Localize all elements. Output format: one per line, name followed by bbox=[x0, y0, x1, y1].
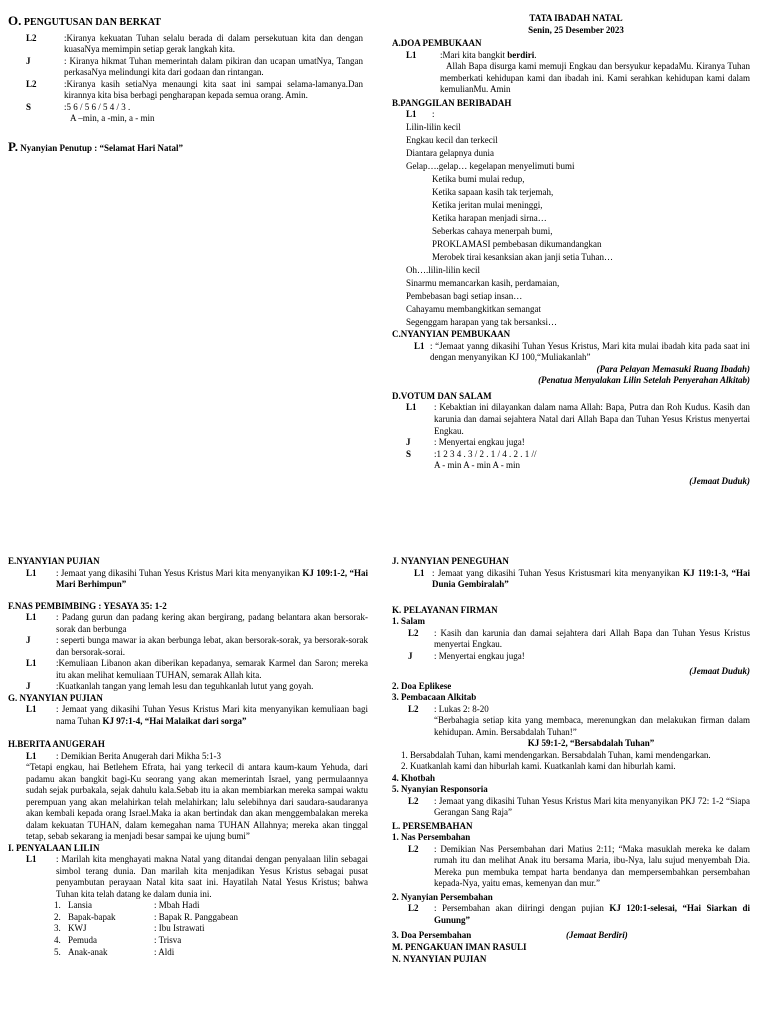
section-i-item-b: : Bapak R. Panggabean bbox=[154, 911, 238, 922]
section-f-line-label: L1 bbox=[26, 658, 37, 669]
section-c-line: L1 : “Jemaat yanng dikasihi Tuhan Yesus Kristus, Mari kita mulai ibadah kita pada saat ini dengan menyanyikan KJ 100,“Muliakanlah” bbox=[414, 340, 750, 363]
section-b-line-2: Cahayamu membangkitkan semangat bbox=[406, 304, 541, 315]
section-b-indent-line: Ketika sapaan kasih tak terjemah, bbox=[432, 186, 554, 197]
section-k-bacaan-line: L2 : Lukas 2: 8-20 bbox=[408, 703, 489, 714]
section-k-nyanyian: 5. Nyanyian Responsoria bbox=[392, 784, 488, 795]
section-h-line: L1 : Demikian Berita Anugerah dari Mikha 5:1-3 bbox=[26, 750, 221, 761]
section-a-text: :Mari kita bangkit berdiri. Allah Bapa disurga kami memuji Engkau dan bersyukur kepadaMu. Kiranya Tuhan memberkati kehidupan kami dan ibadah ini. Kami serahkan kehidupan kami dalam kemulianMu. Amin bbox=[440, 49, 750, 95]
section-o-line-row bbox=[26, 102, 363, 114]
section-d-line-row bbox=[406, 402, 750, 437]
section-d-line-row bbox=[406, 449, 750, 461]
section-b-line-2: Oh….lilin-lilin kecil bbox=[406, 265, 480, 276]
section-o-line-label: L2 bbox=[26, 78, 37, 89]
section-e-line: L1 : Jemaat yang dikasihi Tuhan Yesus Kristus Mari kita menyanyikan KJ 109:1-2, “Hai Mari Berhimpun” bbox=[26, 567, 368, 590]
section-f-line-row bbox=[26, 612, 368, 635]
section-k-response-item: 2. Kuatkanlah kami dan hiburlah kami. Kuatkanlah kami dan hiburlah kami. bbox=[410, 761, 750, 773]
right-top-column bbox=[392, 13, 750, 487]
section-h-body: “Tetapi engkau, hai Betlehem Efrata, hai yang terkecil di antara kaum-kaum Yehuda, dari padamu akan bangkit bagi-Ku seorang yang akan memerintah Israel, yang permulaannya sudah sejak purbakala, sejak dahulu kala.Sebab itu ia akan membiarkan mereka sampai waktu perempuan yang akan melahirkan telah melahirkan; lalu selebihnya dari saudara-saudaranya akan kembali kepada orang Israel.Maka ia akan bertindak dan akan menggembalakan mereka dalam kekuatan TUHAN, dalam kemegahan nama TUHAN Allahnya; mereka akan tinggal tetap, sebab sekarang ia menjadi besar sampai ke ujung bumi” bbox=[26, 762, 368, 842]
section-k-salam: 1. Salam bbox=[392, 616, 426, 627]
section-o-line-label: J bbox=[26, 55, 31, 66]
section-i-items bbox=[8, 900, 368, 958]
section-i-item-n: 3. bbox=[54, 923, 61, 934]
section-o-line-text: :Kiranya kasih setiaNya menaungi kita saat ini sampai selama-lamanya.Dan kirannya kita bisa berbagi pengharapan kepada semua orang. Amin. bbox=[64, 78, 363, 101]
section-b-line: Diantara gelapnya dunia bbox=[406, 147, 494, 158]
section-k-salam-lines bbox=[392, 628, 750, 663]
section-b-lines-2 bbox=[392, 264, 750, 329]
section-c-note-1: (Para Pelayan Memasuki Ruang Ibadah) bbox=[596, 363, 750, 374]
section-b-lines bbox=[392, 121, 750, 173]
section-g-heading: G. NYANYIAN PUJIAN bbox=[8, 692, 103, 703]
section-i-item-a: Lansia bbox=[68, 900, 92, 911]
section-d-line-label: L1 bbox=[406, 402, 417, 413]
section-b-line-2: Pembebasan bagi setiap insan… bbox=[406, 291, 523, 302]
left-bottom-column bbox=[8, 556, 368, 958]
section-i-item-n: 5. bbox=[54, 946, 61, 957]
section-o-heading: O. PENGUTUSAN DAN BERKAT bbox=[8, 13, 161, 28]
section-c-note-2: (Penatua Menyalakan Lilin Setelah Penyerahan Alkitab) bbox=[538, 375, 750, 386]
section-g-line: L1 : Jemaat yang dikasihi Tuhan Yesus Kristus Mari kita menyanyikan kemuliaan bagi nama Tuhan KJ 97:1-4, “Hai Malaikat dari sorga” bbox=[26, 704, 368, 726]
section-i-item-n: 4. bbox=[54, 934, 61, 945]
section-c-heading: C.NYANYIAN PEMBUKAAN bbox=[392, 329, 511, 340]
section-j-line: L1 : Jemaat yang dikasihi Tuhan Yesus Kristusmari kita menyanyikan KJ 119:1-3, “Hai Dunia Gembiralah” bbox=[414, 567, 751, 590]
section-d-heading: D.VOTUM DAN SALAM bbox=[392, 390, 492, 401]
section-i-item bbox=[54, 900, 368, 912]
section-o-line-row bbox=[26, 33, 363, 56]
section-i-item bbox=[54, 912, 368, 924]
section-e-heading: E.NYANYIAN PUJIAN bbox=[8, 556, 100, 566]
section-o-lines bbox=[8, 33, 363, 114]
section-o-line-text: : Kiranya hikmat Tuhan memerintah dalam pikiran dan ucapan umatNya, Tangan perkasaNya melindungi kita dari godaan dan rintangan. bbox=[64, 55, 363, 78]
section-b-indent-line: Merobek tirai kesanksian akan janji setia Tuhan… bbox=[432, 252, 613, 263]
section-d-line-label: J bbox=[406, 437, 411, 448]
section-i-item-n: 2. bbox=[54, 911, 61, 922]
section-i-item-a: Anak-anak bbox=[68, 946, 108, 957]
section-d-line-row bbox=[406, 437, 750, 449]
section-i-item-a: Bapak-bapak bbox=[68, 911, 116, 922]
section-b-indent-lines bbox=[392, 173, 750, 264]
section-m-heading: M. PENGAKUAN IMAN RASULI bbox=[392, 941, 527, 952]
section-k-responses bbox=[392, 750, 750, 773]
section-i-item-a: KWJ bbox=[68, 923, 87, 934]
section-o-line-label: L2 bbox=[26, 32, 37, 43]
section-o-line-label: S bbox=[26, 101, 32, 112]
section-i-item-n: 1. bbox=[54, 900, 61, 911]
section-i-line: L1 : Marilah kita menghayati makna Natal yang ditandai dengan penyalaan lilin sebagai simbol terang dunia. Dan marilah kita menjadikan Yesus Kristus sebagai pusat penyambutan perayaan Natal kita saat ini. Hayatilah Natal Yesus Kristus; bahwa Tuhan kita telah datang ke dalam dunia ini. bbox=[26, 854, 368, 899]
section-k-bacaan-body: “Berbahagia setiap kita yang membaca, merenungkan dan melakukan firman dalam kehidupan. Amin. Bersabdalah Tuhan!” bbox=[434, 715, 750, 737]
section-d-note: (Jemaat Duduk) bbox=[689, 475, 750, 486]
section-b-indent-line: Seberkas cahaya menerpah bumi, bbox=[432, 226, 553, 237]
section-b-indent-line: Ketika bumi mulai redup, bbox=[432, 173, 525, 184]
section-l-nas: 1. Nas Persembahan bbox=[392, 832, 471, 843]
section-l-doa-row bbox=[392, 930, 750, 942]
section-d-amin: A - min A - min A - min bbox=[434, 460, 521, 471]
section-i-item-b: : Aldi bbox=[154, 946, 175, 957]
section-f-heading: F.NAS PEMBIMBING : YESAYA 35: 1-2 bbox=[8, 600, 167, 611]
section-f-lines bbox=[8, 612, 368, 693]
section-b-line: Engkau kecil dan terkecil bbox=[406, 134, 498, 145]
section-b-indent-line: Ketika harapan menjadi sirna… bbox=[432, 212, 547, 223]
section-d-lines bbox=[392, 402, 750, 460]
section-a-line bbox=[392, 50, 750, 96]
section-f-line-label: J bbox=[26, 681, 31, 692]
section-k-salam-line-row bbox=[408, 628, 750, 651]
section-k-salam-line-label: L2 bbox=[408, 627, 419, 638]
section-k-response-item: 1. Bersabdalah Tuhan, kami mendengarkan. Bersabdalah Tuhan, kami mendengarkan. bbox=[410, 750, 750, 762]
section-i-item bbox=[54, 923, 368, 935]
section-k-kj: KJ 59:1-2, “Bersabdalah Tuhan” bbox=[527, 738, 655, 749]
section-o bbox=[8, 13, 363, 156]
section-i-item bbox=[54, 947, 368, 959]
section-f-line-label: L1 bbox=[26, 612, 37, 623]
section-l-nyanyian: 2. Nyanyian Persembahan bbox=[392, 891, 493, 902]
section-f-line-row bbox=[26, 635, 368, 658]
section-b-line-2: Segenggam harapan yang tak bersanksi… bbox=[406, 317, 557, 328]
page-date: Senin, 25 Desember 2023 bbox=[528, 24, 624, 35]
section-k-khotbah: 4. Khotbah bbox=[392, 772, 436, 783]
section-k-heading: K. PELAYANAN FIRMAN bbox=[392, 604, 498, 615]
section-i-item-b: : Ibu Istrawati bbox=[154, 923, 205, 934]
section-l-heading: L. PERSEMBAHAN bbox=[392, 820, 473, 831]
section-b-line: Gelap….gelap… kegelapan menyelimuti bumi bbox=[406, 160, 575, 171]
section-k-salam-line-text: : Menyertai engkau juga! bbox=[434, 650, 525, 661]
section-d-line-label: S bbox=[406, 448, 412, 459]
section-d-line-text: : Menyertai engkau juga! bbox=[434, 437, 525, 448]
page-title: TATA IBADAH NATAL bbox=[529, 13, 623, 23]
section-d-line-text: : Kebaktian ini dilayankan dalam nama Allah: Bapa, Putra dan Roh Kudus. Kasih dan karunia dan damai sejahtera Natal dari Allah Bapa dan Tuhan Yesus Kristus menyertai Engkau. bbox=[434, 402, 750, 436]
section-b-heading: B.PANGGILAN BERIBADAH bbox=[392, 97, 512, 108]
section-b-indent-line: Ketika jeritan mulai meninggi, bbox=[432, 199, 543, 210]
section-k-salam-line-label: J bbox=[408, 650, 413, 661]
section-k-doa: 2. Doa Eplikese bbox=[392, 680, 452, 691]
section-b-indent-line: PROKLAMASI pembebasan dikumandangkan bbox=[432, 239, 602, 250]
section-h-heading: H.BERITA ANUGERAH bbox=[8, 739, 105, 750]
section-o-amin: A –min, a -min, a - min bbox=[70, 113, 155, 124]
section-b-label-row: L1 : bbox=[406, 109, 435, 120]
section-l-nyanyian-line: L2 : Persembahan akan diiringi dengan pujian KJ 120:1-selesai, “Hai Siarkan di Gunung” bbox=[408, 903, 750, 925]
section-b-line: Lilin-lilin kecil bbox=[406, 121, 461, 132]
section-b-line-2: Sinarmu memancarkan kasih, perdamaian, bbox=[406, 278, 560, 289]
section-d-line-text: :1 2 3 4 . 3 / 2 . 1 / 4 . 2 . 1 // bbox=[434, 448, 537, 459]
section-k-salam-line-row bbox=[408, 651, 750, 663]
section-l-nas-line: L2 : Demikian Nas Persembahan dari Matius 2:11; “Maka masuklah mereka ke dalam rumah itu dan melihat Anak itu bersama Maria, ibu-Nya, lalu sujud menyembah Dia. Mereka pun membuka tempat harta bendanya dan mempersembahkan persembahan kepada-Nya, yaitu emas, kemenyan dan mur.” bbox=[408, 843, 750, 889]
section-k-salam-note: (Jemaat Duduk) bbox=[689, 666, 750, 677]
section-l-doa: 3. Doa Persembahan bbox=[392, 930, 472, 941]
section-o-line-row bbox=[26, 56, 363, 79]
section-k-salam-line-text: : Kasih dan karunia dan damai sejahtera dari Allah Bapa dan Tuhan Yesus Kristus menyertai Engkau. bbox=[434, 627, 750, 650]
section-k-bacaan: 3. Pembacaan Alkitab bbox=[392, 692, 477, 703]
section-f-line-row bbox=[26, 681, 368, 693]
section-f-line-label: J bbox=[26, 635, 31, 646]
section-n-heading: N. NYANYIAN PUJIAN bbox=[392, 953, 487, 964]
section-o-line-row bbox=[26, 79, 363, 102]
section-i-heading: I. PENYALAAN LILIN bbox=[8, 842, 100, 853]
section-f-line-text: : Padang gurun dan padang kering akan bergirang, padang belantara akan bersorak-sorak dan berbunga bbox=[56, 612, 368, 634]
right-bottom-column bbox=[392, 556, 750, 965]
section-f-line-row bbox=[26, 658, 368, 681]
section-k-nyanyian-line: L2 : Jemaat yang dikasihi Tuhan Yesus Kristus Mari kita menyanyikan PKJ 72: 1-2 “Siapa Gerangan Sang Raja” bbox=[408, 795, 750, 818]
section-i-item-a: Pemuda bbox=[68, 934, 97, 945]
section-f-line-text: : seperti bunga mawar ia akan berbunga lebat, akan bersorak-sorak, ya bersorak-sorak dan bersorak-sorai. bbox=[56, 635, 368, 657]
section-j-heading: J. NYANYIAN PENEGUHAN bbox=[392, 556, 509, 566]
section-p-heading: P. Nyanyian Penutup : “Selamat Hari Natal” bbox=[8, 138, 184, 154]
section-o-line-text: :5 6 / 5 6 / 5 4 / 3 . bbox=[64, 101, 131, 112]
section-o-line-text: :Kiranya kekuatan Tuhan selalu berada di dalam persekutuan kita dan dengan kuasaNya memimpin setiap gerak langkah kita. bbox=[64, 32, 363, 55]
section-f-line-text: :Kemuliaan Libanon akan diberikan kepadanya, semarak Karmel dan Saron; mereka itu akan melihat kemuliaan TUHAN, semarak Allah kita. bbox=[56, 658, 368, 680]
section-a-label: L1 bbox=[406, 49, 417, 60]
section-i-item-b: : Mbah Hadi bbox=[154, 900, 200, 911]
section-i-item bbox=[54, 935, 368, 947]
section-i-item-b: : Trisva bbox=[154, 934, 182, 945]
section-f-line-text: :Kuatkanlah tangan yang lemah lesu dan teguhkanlah lutut yang goyah. bbox=[56, 681, 314, 692]
section-l-doa-note: (Jemaat Berdiri) bbox=[566, 930, 628, 941]
section-a-heading: A.DOA PEMBUKAAN bbox=[392, 38, 482, 49]
